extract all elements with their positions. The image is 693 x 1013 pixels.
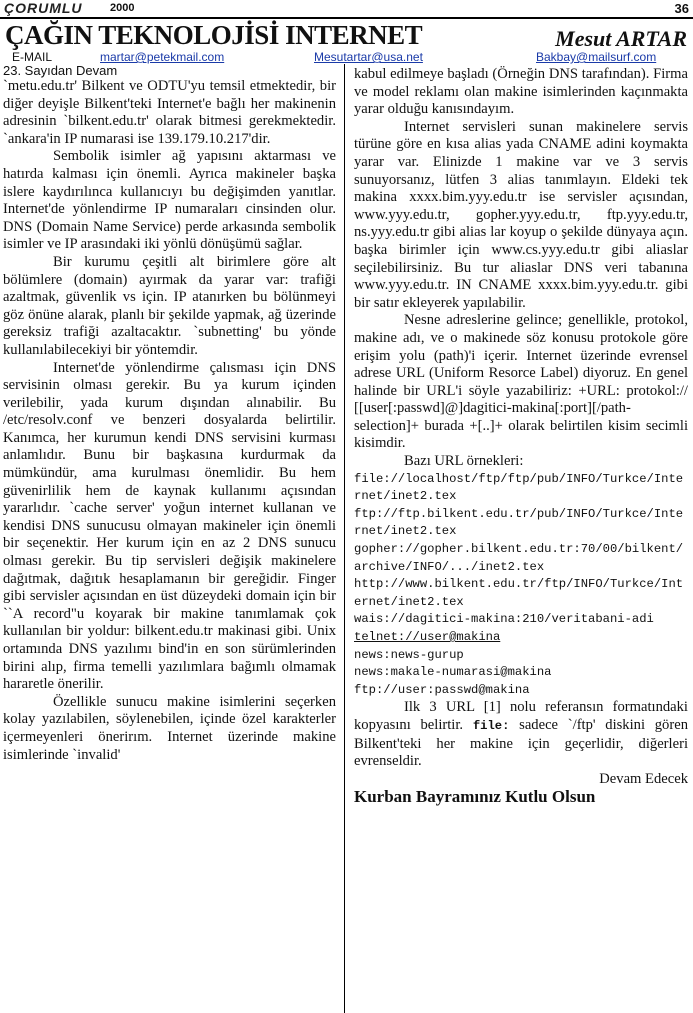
url-example: news:makale-numarasi@makina (354, 665, 552, 680)
url-examples-heading: Bazı URL örnekleri: (404, 453, 524, 470)
continued-note: Devam Edecek (599, 770, 688, 787)
paragraph (354, 699, 688, 770)
continued-from: 23. Sayıdan Devam (3, 63, 118, 78)
magazine-logo: ÇORUMLU (4, 0, 83, 16)
url-example: wais://dagitici-makina:210/veritabani-adi (354, 612, 654, 627)
url-example-list (354, 471, 688, 700)
header-rule (0, 17, 693, 19)
left-column (3, 64, 336, 764)
paragraph: Özellikle sunucu makine isimlerini seçerken kolay yazılabilen, söylenebilen, içinde özel karakterler içermeyenleri önerirım. Internet üzerinde makine isimlerinde `invalid' (3, 693, 336, 763)
issue-year: 2000 (110, 2, 135, 14)
paragraph: Sembolik isimler ağ yapısını aktarması ve hatırda kalması için önemli. Ayrıca makineler başka islere kaydırılınca kullanıcıyı bu değişimden yanıtlar. Internet'de yönlendirme IP numaraları cinsinden olur. DNS (Domain Name Service) perde arkasında sembolik isimler ve IP arasındaki iki yönlü dönüşümü sağlar. (3, 148, 336, 253)
email-link-1[interactable]: martar@petekmail.com (100, 50, 225, 64)
article-title: ÇAĞIN TEKNOLOJİSİ INTERNET (5, 20, 423, 50)
paragraph: Internet'de yönlendirme çalısması için DNS servisinin olması gerekir. Bu ya kurum içinden verilebilir, yada kurum dışından alınabilir. Bu /etc/resolv.conf ve benzeri dosyalarda belirtilir. Kanımca, her kurumun kendi DNS servisini kurması anlamlıdır. Bunu bir başkasına kurdurmak da mümkündür, ama kurulması önemlidir. Bu hem güvenirlilik hem de kaynak kullanımı açısından yararlıdır. `cache server' yoğun internet kullanan ve kendisi DNS sunucusu olmayan makineler için önemli bir seçenektir. Her kurum için en az 2 DNS sunucu olması gerekir. Bu tip servisleri değişik makinelere dağıtmak, dağıtık hesaplamanın bir gereğidir. Finger gibi servisler açısından en üst düzeydeki domain için bir ``A record"u koyarak bir makine tanımlamak çok kullanılan bir yoldur: bilkent.edu.tr makinasi gibi. Unix ortamında DNS yazılımı bind'in en son sürümlerinden birini alıp, firma temelli yazılımlara bağımlı olmamak hararetle önerilir. (3, 359, 336, 693)
url-example: ftp://ftp.bilkent.edu.tr/pub/INFO/Turkce/Internet/inet2.tex (354, 506, 684, 539)
paragraph: Internet servisleri sunan makinelere servis türüne göre en kısa alias yada CNAME adini koymakta yarar var. Elinizde 1 makine var ve 3 servis sunuyorsanız, lütfen 3 alias tanımlayın. Eldeki tek makina xxxx.bim.yyy.edu.tr ise servisler açısından, www.yyy.edu.tr, gopher.yyy.edu.tr, ftp.yyy.edu.tr, ns.yyy.edu.tr gibi alias lar koyup o şekilde dünyaya açın. başka birimler için www.cs.yyy.edu.tr gibi aliaslar seçilebilirsiniz. Bu tur aliaslar DNS veri tabanına www.yyy.edu.tr. IN CNAME xxxx.bim.yyy.edu.tr. gibi bir satır ekleyerek yapılabilir. (354, 118, 688, 311)
email-row (12, 50, 685, 64)
email-label: E-MAIL (12, 50, 53, 64)
email-link-3[interactable]: Bakbay@mailsurf.com (536, 50, 657, 64)
right-column (354, 66, 688, 806)
paragraph: Nesne adreslerine gelince; genellikle, protokol, makine adı, ve o makinede söz konusu protokole göre erişim yolu (path)'i içerir. Internet üzerinde evrensel adrese URL (Uniform Resorce Label) diyoruz. En genel halinde bir URL'i söyle yazabiliriz: +URL: protokol:// [[user[:passwd]@]dagitici-makina[:port][/path-selection]+ burada +[..]+ olarak belirtilen kisim secimli kisimdir. (354, 312, 688, 452)
article-author: Mesut ARTAR (555, 26, 687, 51)
final-code: file: (472, 718, 510, 733)
final-text-pre: Ilk 3 URL [1] nolu referansın formatındaki kopyasını belirtir. (354, 699, 688, 733)
url-example: http://www.bilkent.edu.tr/ftp/INFO/Turkce/Internet/inet2.tex (354, 577, 684, 609)
column-divider (344, 64, 345, 1013)
url-example: ftp://user:passwd@makina (354, 682, 530, 697)
paragraph: kabul edilmeye başladı (Örneğin DNS tarafından). Firma ve model reklamı olan makine isimlerinden kaçınmakta yarar olduğu kanısındayım. (354, 66, 688, 118)
url-example: telnet://user@makina (354, 630, 501, 644)
url-example: gopher://gopher.bilkent.edu.tr:70/00/bilkent/archive/INFO/.../inet2.tex (354, 542, 684, 574)
url-example: news:news-gurup (354, 647, 464, 662)
url-example: file://localhost/ftp/ftp/pub/INFO/Turkce/Internet/inet2.tex (354, 471, 684, 504)
paragraph: `metu.edu.tr' Bilkent ve ODTU'yu temsil etmektedir, bir diğer deyişle Bilkent'teki Internet'e bağlı her makinenin adresinin `bilkent.edu.tr' olarak bitmesi gerekmektedir. `ankara'in IP numarasi ise 139.179.10.217'dir. (3, 78, 336, 147)
page-number: 36 (674, 1, 689, 16)
holiday-greeting: Kurban Bayramınız Kutlu Olsun (354, 787, 596, 807)
final-text-post: sadece `/ftp' diskini gören Bilkent'teki her makine için geçerlidir, diğerleri evrenseldir. (354, 716, 688, 770)
email-link-2[interactable]: Mesutartar@usa.net (314, 50, 423, 64)
paragraph: Bir kurumu çeşitli alt birimlere göre alt bölümlere (domain) ayırmak da yarar var: trafiği azaltmak, güvenlik vs için. IP atanırken bu bölünmeyi göz önüne alarak, planlı bir şekilde yapmak, ağ üzerinde gereksiz trafiği azaltacaktır. `subnetting' bu yönde kullanılabilecekiyi bir yöntemdir. (3, 253, 336, 358)
